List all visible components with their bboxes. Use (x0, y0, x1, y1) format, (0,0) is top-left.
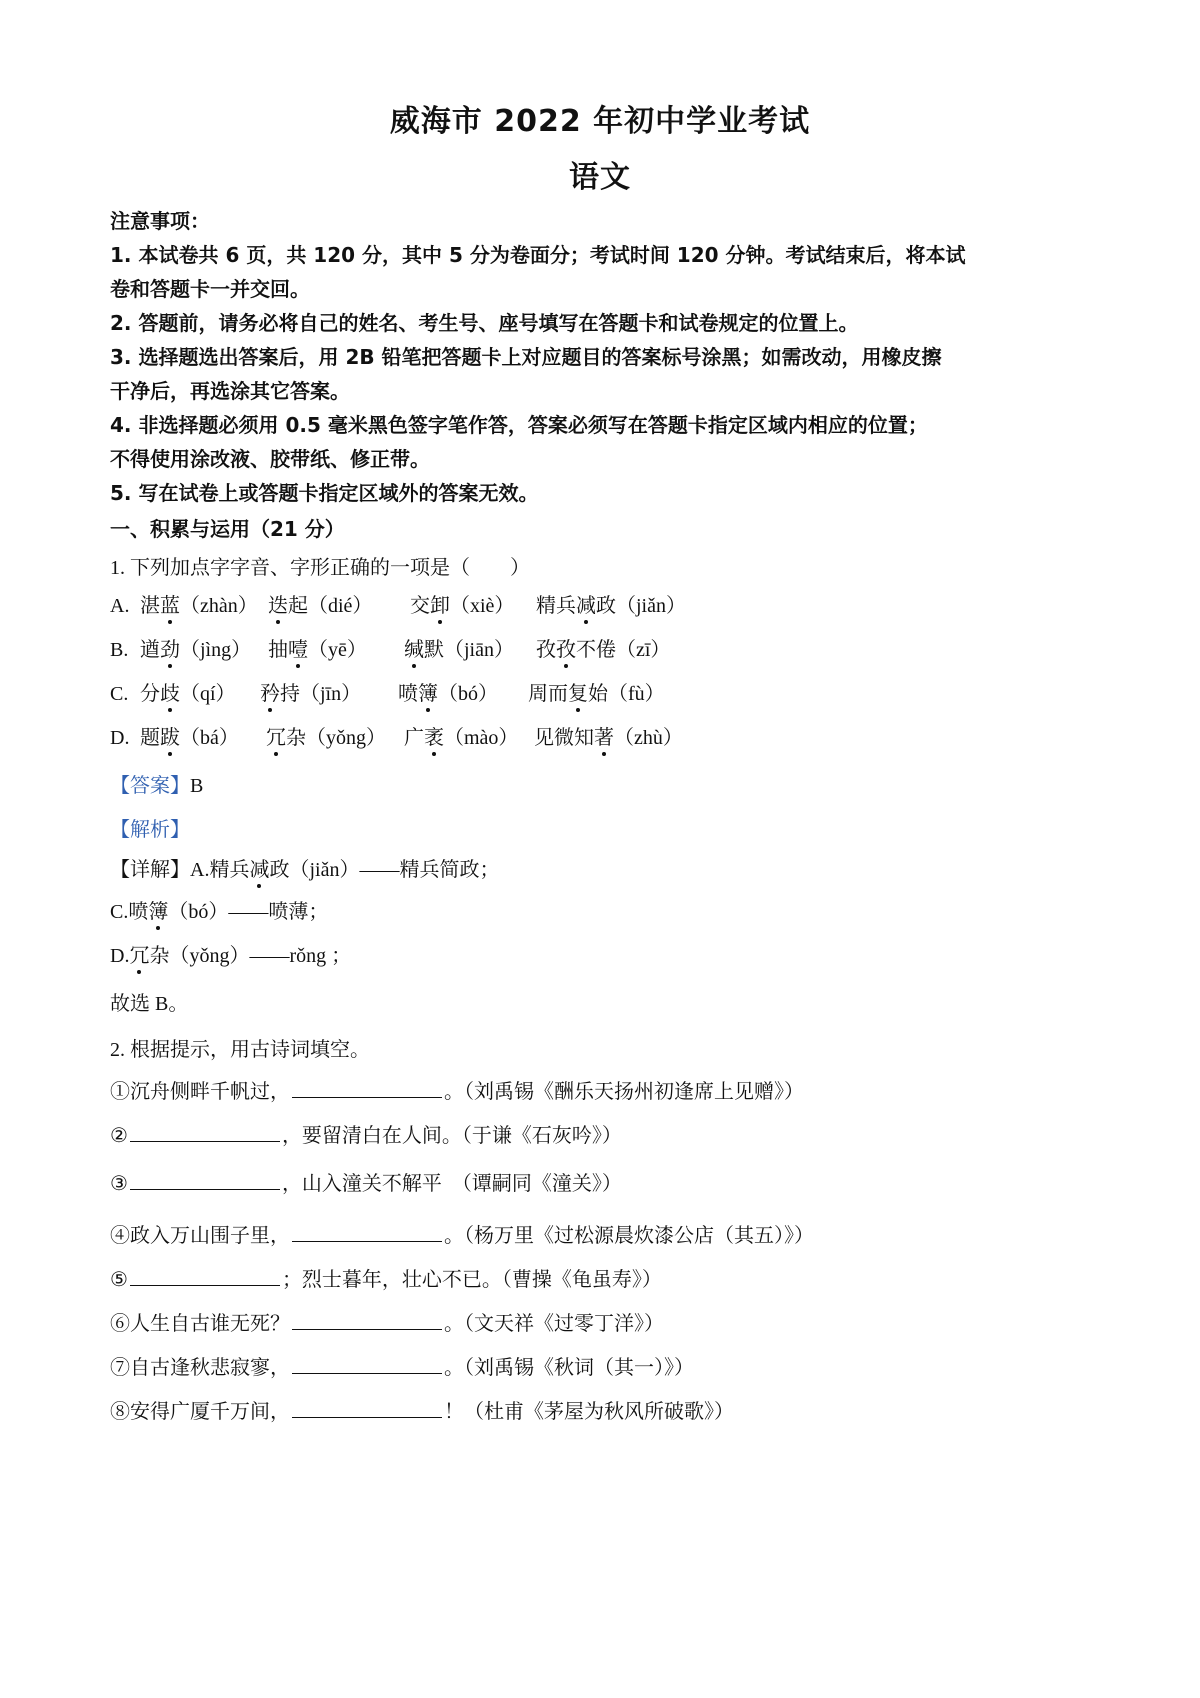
notes-line: 3. 选择题选出答案后，用 2B 铅笔把答题卡上对应题目的答案标号涂黑；如需改动，用橡皮擦 (110, 345, 942, 369)
notes-line: 2. 答题前，请务必将自己的姓名、考生号、座号填写在答题卡和试卷规定的位置上。 (110, 311, 859, 335)
poem-blank-item: ④政入万山围子里， 。（杨万里《过松源晨炊漆公店（其五）》） (110, 1225, 814, 1247)
poem-blank-item: ⑥人生自古谁无死？ 。（文天祥《过零丁洋》） (110, 1313, 664, 1335)
question-1-stem: 1. 下列加点字字音、字形正确的一项是（ ） (110, 557, 530, 579)
answer-value: B (190, 775, 204, 797)
option-word: 广袤（mào） (404, 727, 519, 749)
poem-blank-item: ①沉舟侧畔千帆过， 。（刘禹锡《酬乐天扬州初逢席上见赠》） (110, 1081, 804, 1103)
notes-line: 干净后，再选涂其它答案。 (110, 379, 350, 403)
option-word: 周而复始（fù） (528, 683, 665, 705)
analysis-line (110, 816, 1100, 844)
answer-blank[interactable] (292, 1399, 442, 1418)
detail-line: C.喷簿（bó）——喷薄； (110, 901, 329, 923)
subject-title: 语文 (569, 160, 631, 195)
option-word: 湛蓝（zhàn） (140, 595, 258, 617)
option-word: 孜孜不倦（zī） (536, 639, 671, 661)
section-heading: 一、积累与运用（21 分） (110, 517, 345, 541)
detail-line: D.冗杂（yǒng）——rǒng ； (110, 945, 352, 967)
option-word: 缄默（jiān） (404, 639, 514, 661)
option-word: 分歧（qí） (140, 683, 236, 705)
detail-line: 【详解】A.精兵减政（jiǎn）——精兵简政； (110, 859, 500, 881)
option-label: C. (110, 683, 129, 705)
answer-blank[interactable] (130, 1123, 280, 1142)
option-label: D. (110, 727, 130, 749)
detail-conclusion: 故选 B。 (110, 993, 189, 1015)
answer-blank[interactable] (292, 1079, 442, 1098)
notes-line: 不得使用涂改液、胶带纸、修正带。 (110, 447, 430, 471)
poem-blank-item: ⑦自古逢秋悲寂寥， 。（刘禹锡《秋词（其一）》） (110, 1357, 694, 1379)
poem-blank-item: ⑧安得广厦千万间， ！（杜甫《茅屋为秋风所破歌》） (110, 1401, 734, 1423)
option-word: 遒劲（jìng） (140, 639, 252, 661)
answer-blank[interactable] (292, 1223, 442, 1242)
notes-line: 1. 本试卷共 6 页，共 120 分，其中 5 分为卷面分；考试时间 120 分钟。考试结束后，将本试 (110, 243, 966, 267)
option-word: 喷簿（bó） (398, 683, 498, 705)
option-word: 迭起（dié） (268, 595, 373, 617)
answer-blank[interactable] (292, 1355, 442, 1374)
option-word: 交卸（xiè） (410, 595, 515, 617)
answer-tag: 【答案】 (110, 775, 190, 797)
notes-line: 4. 非选择题必须用 0.5 毫米黑色签字笔作答，答案必须写在答题卡指定区域内相应的位置； (110, 413, 928, 437)
question-2-stem: 2. 根据提示，用古诗词填空。 (110, 1039, 370, 1061)
option-word: 见微知著（zhù） (534, 727, 683, 749)
answer-line (110, 772, 1100, 800)
option-word: 题跋（bá） (140, 727, 239, 749)
option-word: 精兵减政（jiǎn） (536, 595, 686, 617)
answer-blank[interactable] (130, 1171, 280, 1190)
analysis-tag: 【解析】 (110, 819, 190, 841)
answer-blank[interactable] (292, 1311, 442, 1330)
option-label: A. (110, 595, 130, 617)
option-word: 矜持（jīn） (260, 683, 362, 705)
option-word: 冗杂（yǒng） (266, 727, 386, 749)
notes-line: 卷和答题卡一并交回。 (110, 277, 310, 301)
poem-blank-item: ② ，要留清白在人间。（于谦《石灰吟》） (110, 1125, 622, 1147)
option-word: 抽噎（yē） (268, 639, 367, 661)
answer-blank[interactable] (130, 1267, 280, 1286)
poem-blank-item: ⑤ ；烈士暮年，壮心不已。（曹操《龟虽寿》） (110, 1269, 662, 1291)
poem-blank-item: ③ ，山入潼关不解平 （谭嗣同《潼关》） (110, 1173, 622, 1195)
notes-heading: 注意事项： (110, 209, 210, 233)
notes-line: 5. 写在试卷上或答题卡指定区域外的答案无效。 (110, 481, 539, 505)
option-label: B. (110, 639, 129, 661)
exam-title: 威海市 2022 年初中学业考试 (389, 104, 811, 139)
